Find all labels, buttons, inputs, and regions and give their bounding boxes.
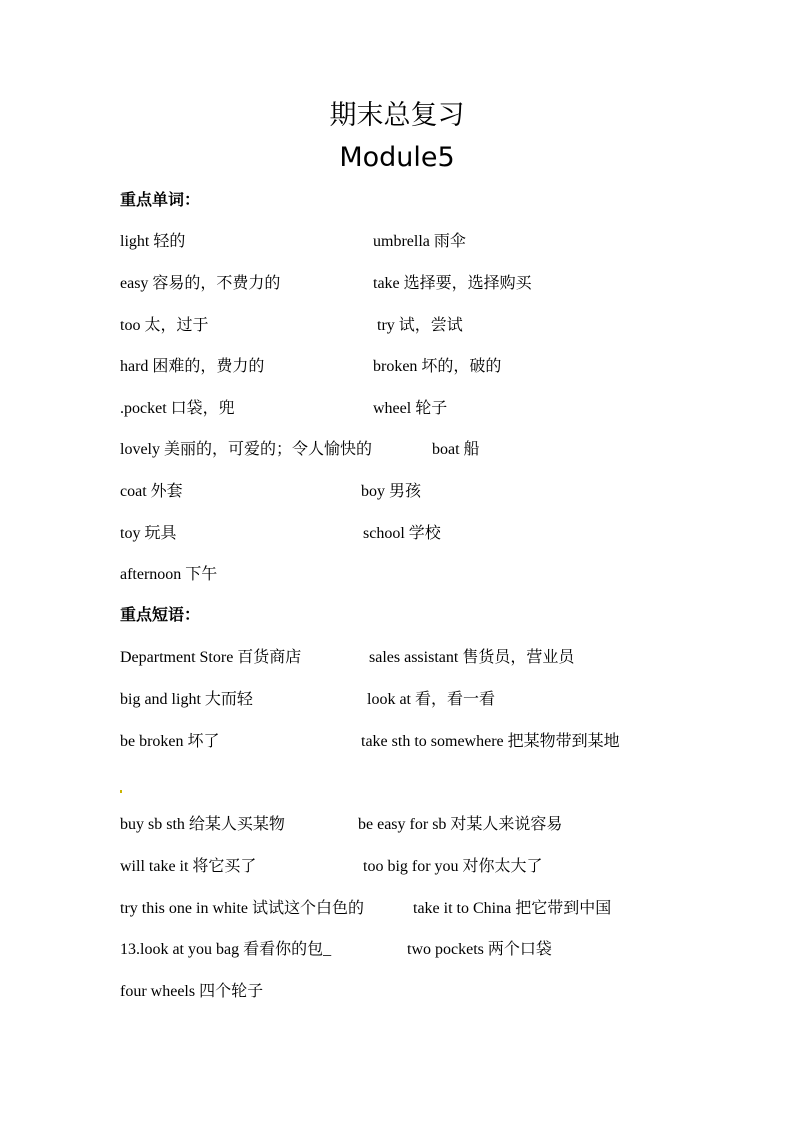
phrase-row [0,980,794,1004]
phrase-entry: big and light 大而轻 [120,691,253,708]
phrase-entry: look at 看，看一看 [367,691,495,708]
phrase-row [0,646,794,670]
word-entry: .pocket 口袋，兜 [120,400,235,417]
phrase-entry: try this one in white 试试这个白色的 [120,900,364,917]
word-row [0,314,794,338]
word-row [0,355,794,379]
word-entry: broken 坏的，破的 [373,358,502,375]
word-row [0,230,794,254]
phrase-entry: Department Store 百货商店 [120,649,302,666]
word-entry: afternoon 下午 [120,566,218,583]
word-entry: too 太，过于 [120,317,209,334]
word-entry: boat 船 [432,441,480,458]
phrase-row [0,730,794,754]
word-entry: toy 玩具 [120,525,177,542]
word-row [0,522,794,546]
phrase-entry: four wheels 四个轮子 [120,983,264,1000]
page-subtitle: Module5 [339,142,455,173]
phrase-entry: buy sb sth 给某人买某物 [120,816,285,833]
word-entry: easy 容易的，不费力的 [120,275,281,292]
word-entry: hard 困难的，费力的 [120,358,265,375]
word-entry: wheel 轮子 [373,400,448,417]
word-entry: take 选择要，选择购买 [373,275,532,292]
phrase-entry: 13.look at you bag 看看你的包_ [120,941,332,958]
stray-mark [120,790,122,793]
phrase-entry: sales assistant 售货员，营业员 [369,649,575,666]
page-title: 期末总复习 [329,100,465,131]
word-entry: try 试，尝试 [377,317,463,334]
phrase-row [0,855,794,879]
word-row [0,563,794,587]
phrase-entry: take sth to somewhere 把某物带到某地 [361,733,620,750]
phrase-row [0,938,794,962]
phrase-row [0,813,794,837]
word-row [0,438,794,462]
phrase-entry: will take it 将它买了 [120,858,257,875]
word-entry: school 学校 [363,525,441,542]
word-entry: boy 男孩 [361,483,422,500]
phrase-row [0,688,794,712]
phrase-entry: be broken 坏了 [120,733,220,750]
word-entry: umbrella 雨伞 [373,233,466,250]
word-row [0,272,794,296]
words-heading: 重点单词： [120,192,201,209]
word-entry: lovely 美丽的，可爱的；令人愉快的 [120,441,372,458]
phrase-entry: be easy for sb 对某人来说容易 [358,816,563,833]
phrase-row [0,897,794,921]
phrases-heading: 重点短语： [120,607,201,624]
word-row [0,480,794,504]
word-row [0,397,794,421]
phrase-entry: take it to China 把它带到中国 [413,900,612,917]
word-entry: coat 外套 [120,483,183,500]
phrase-entry: too big for you 对你太大了 [363,858,543,875]
phrase-entry: two pockets 两个口袋 [407,941,552,958]
word-entry: light 轻的 [120,233,186,250]
